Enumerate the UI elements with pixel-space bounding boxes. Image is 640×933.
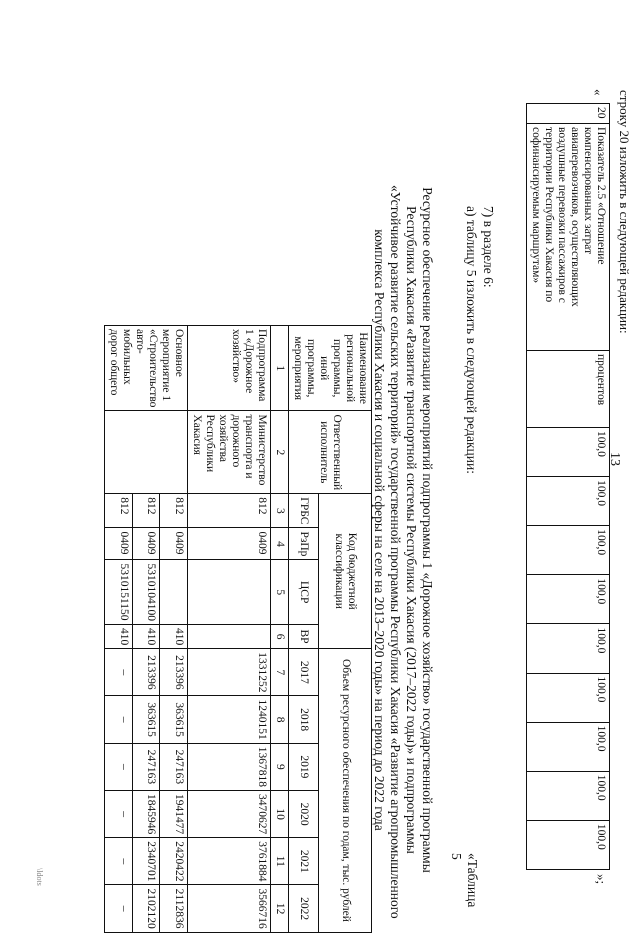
- col-header-year: 2022: [289, 885, 320, 932]
- column-number: 12: [271, 885, 289, 932]
- year-value: 363615: [160, 696, 188, 743]
- indicator-table-row: [526, 103, 610, 870]
- indicator-value: 100,0: [527, 526, 610, 575]
- heading-line: «Устойчивое развитие сельских территорий» государственной программы Республики Хакасия «Развитие агропромышленного: [388, 185, 403, 919]
- resource-table: [104, 325, 372, 933]
- year-value: –: [105, 696, 133, 743]
- indicator-value: 100,0: [527, 575, 610, 624]
- col-header-name: Наименование региональной программы, иной программы, мероприятия: [289, 326, 372, 411]
- program-name: Подпрограмма 1 «Дорожное хозяйство»: [188, 326, 271, 411]
- year-value: 2420422: [160, 838, 188, 885]
- grbs-code: 812: [132, 494, 160, 528]
- indicator-value: 100,0: [527, 820, 610, 869]
- col-header-budget-code: Код бюджетной классификации: [319, 494, 372, 649]
- indicator-value: 100,0: [527, 477, 610, 526]
- page-number: 13: [607, 452, 622, 466]
- csr-code: [188, 560, 271, 625]
- column-number: 8: [271, 696, 289, 743]
- heading-line: Республики Хакасия «Развитие транспортной системы Республики Хакасия (2017–2022 годы)» и подпрограммы: [404, 206, 419, 854]
- year-value: –: [105, 838, 133, 885]
- table-label: «Таблица 5: [449, 853, 480, 908]
- col-header-volume: Объем ресурсного обеспечения по годам, тыс. рублей: [319, 649, 372, 933]
- year-value: 2102120: [132, 885, 160, 932]
- grbs-code: 812: [188, 494, 271, 528]
- csr-code: [160, 560, 188, 625]
- year-value: 1367818: [188, 743, 271, 790]
- year-value: 213396: [160, 649, 188, 696]
- section-line: а) таблицу 5 изложить в следующей редакции:: [464, 206, 479, 474]
- col-header-year: 2020: [289, 790, 320, 837]
- heading-line: комплекса Республики Хакасия и социальной сферы на селе на 2013–2020 годы» на период до 2022 года: [372, 229, 387, 831]
- year-value: 1941477: [160, 790, 188, 837]
- indicator-value: 100,0: [527, 771, 610, 820]
- table-header-row: [319, 326, 372, 933]
- column-number-row: [271, 326, 289, 933]
- indicator-value: 100,0: [527, 722, 610, 771]
- year-value: –: [105, 885, 133, 932]
- year-value: 3566716: [188, 885, 271, 932]
- col-header-csr: ЦСР: [289, 560, 320, 625]
- year-value: 2340701: [132, 838, 160, 885]
- year-value: 363615: [132, 696, 160, 743]
- year-value: –: [105, 649, 133, 696]
- vr-code: 410: [105, 624, 133, 648]
- column-number: 7: [271, 649, 289, 696]
- column-number: 4: [271, 528, 289, 560]
- year-value: 3761884: [188, 838, 271, 885]
- indicator-value: 100,0: [527, 673, 610, 722]
- row-number: 20: [527, 104, 610, 124]
- table-row: [527, 104, 610, 870]
- column-number: 2: [271, 411, 289, 494]
- year-value: –: [105, 743, 133, 790]
- rzpr-code: 0409: [105, 528, 133, 560]
- rzpr-code: 0409: [132, 528, 160, 560]
- grbs-code: 812: [160, 494, 188, 528]
- column-number: 3: [271, 494, 289, 528]
- quote-open: «: [591, 89, 606, 96]
- csr-code: 5310104100: [132, 560, 160, 625]
- col-header-year: 2019: [289, 743, 320, 790]
- intro-line: строку 20 изложить в следующей редакции:: [617, 90, 632, 334]
- table-row: [160, 326, 188, 933]
- quote-close: »;: [594, 874, 609, 885]
- year-value: 247163: [132, 743, 160, 790]
- col-header-grbs: ГРБС: [289, 494, 320, 528]
- column-number: 10: [271, 790, 289, 837]
- column-number: 11: [271, 838, 289, 885]
- column-number: 5: [271, 560, 289, 625]
- col-header-year: 2021: [289, 838, 320, 885]
- year-value: –: [105, 790, 133, 837]
- indicator-value: 100,0: [527, 624, 610, 673]
- year-value: 213396: [132, 649, 160, 696]
- heading-line: Ресурсное обеспечение реализации мероприятий подпрограммы 1 «Дорожное хозяйство» государственной программы: [420, 187, 435, 873]
- section-line: 7) в разделе 6:: [481, 206, 496, 288]
- vr-code: 410: [160, 624, 188, 648]
- col-header-year: 2017: [289, 649, 320, 696]
- year-value: 1331252: [188, 649, 271, 696]
- executor: [105, 411, 188, 494]
- col-header-executor: Ответственный исполнитель: [289, 411, 372, 494]
- col-header-vr: ВР: [289, 624, 320, 648]
- corner-mark: \ldots: [35, 868, 44, 886]
- indicator-value: 100,0: [527, 428, 610, 477]
- measure-name: Основное мероприятие 1 «Строительство авто-мобильных дорог общего: [105, 326, 188, 411]
- year-value: 2112836: [160, 885, 188, 932]
- table-row: [188, 326, 271, 933]
- rzpr-code: 0409: [188, 528, 271, 560]
- col-header-rzpr: РзПр: [289, 528, 320, 560]
- section-instructions: [463, 206, 497, 474]
- year-value: 247163: [160, 743, 188, 790]
- table-heading: [371, 185, 435, 919]
- year-value: 1845946: [132, 790, 160, 837]
- vr-code: 410: [132, 624, 160, 648]
- vr-code: [188, 624, 271, 648]
- indicator-unit: процентов: [527, 351, 610, 428]
- col-header-year: 2018: [289, 696, 320, 743]
- grbs-code: 812: [105, 494, 133, 528]
- executor: Министерство транспорта и дорожного хозяйства Республики Хакасия: [188, 411, 271, 494]
- column-number: 1: [271, 326, 289, 411]
- year-value: 3470627: [188, 790, 271, 837]
- csr-code: 5310151150: [105, 560, 133, 625]
- year-value: 1240151: [188, 696, 271, 743]
- column-number: 6: [271, 624, 289, 648]
- rzpr-code: 0409: [160, 528, 188, 560]
- column-number: 9: [271, 743, 289, 790]
- indicator-name: Показатель 2.5 «Отношение компенсированных затрат авиаперевозчиков, осуществляющих воздушные перевозки пассажиров с территории Республики Хакасия по софинансируемым маршрутам»: [527, 124, 610, 351]
